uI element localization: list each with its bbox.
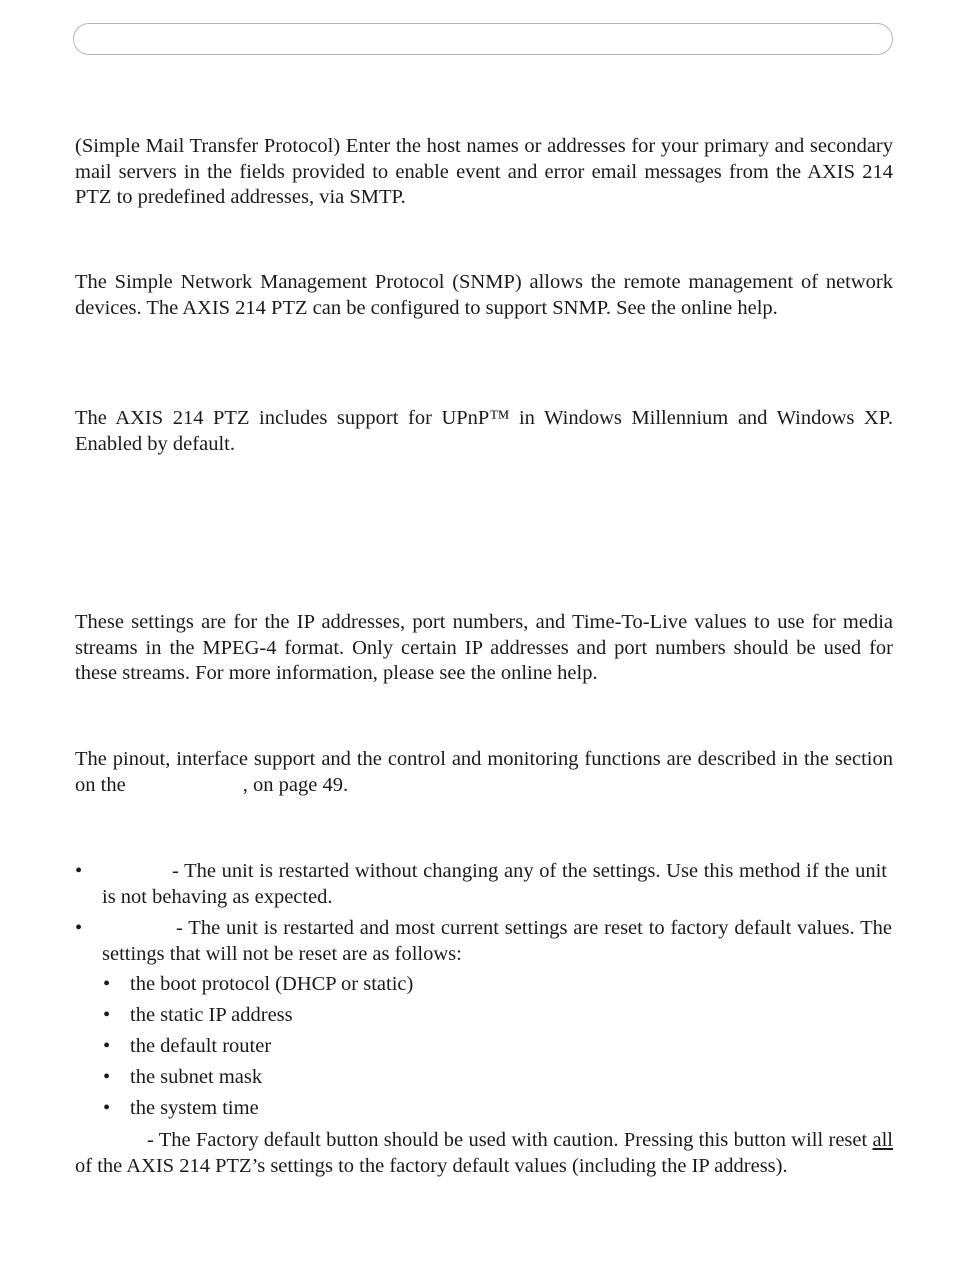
sub-item-boot-protocol: the boot protocol (DHCP or static)	[130, 973, 414, 995]
restart-paragraph: - The unit is restarted without changing any of the settings. Use this method if the unit is not behaving as expected.	[102, 860, 887, 908]
sub-item-default-router: the default router	[130, 1035, 272, 1057]
upnp-paragraph: The AXIS 214 PTZ includes support for UPnP™ in Windows Millennium and Windows XP. Enabled by default.	[75, 407, 893, 455]
factory-text-1: - The Factory default button should be used with caution. Pressing this button will reset	[147, 1129, 873, 1151]
sub-bullet: •	[103, 1097, 111, 1119]
sub-bullet: •	[103, 1004, 111, 1026]
header-bar	[73, 23, 893, 55]
sub-bullet: •	[103, 1066, 111, 1088]
bullet-default: •	[75, 917, 83, 939]
ports-text-after: , on page 49.	[242, 773, 349, 796]
smtp-paragraph: (Simple Mail Transfer Protocol) Enter the host names or addresses for your primary and secondary mail servers in the fields provided to enable event and error email messages from the AXIS 214 PTZ to predefined addresses, via SMTP.	[75, 135, 893, 208]
default-paragraph: - The unit is restarted and most current settings are reset to factory default values. The settings that will not be reset are as follows:	[102, 917, 892, 965]
sub-item-subnet-mask: the subnet mask	[130, 1066, 263, 1088]
rtp-paragraph: These settings are for the IP addresses, port numbers, and Time-To-Live values to use for media streams in the MPEG-4 format. Only certain IP addresses and port numbers should be used for these streams. For more information, please see the online help.	[75, 611, 893, 684]
ports-text-before: The pinout, interface support and the control and monitoring functions are described in the section on the	[75, 748, 893, 796]
snmp-paragraph: The Simple Network Management Protocol (SNMP) allows the remote management of network devices. The AXIS 214 PTZ can be configured to support SNMP. See the online help.	[75, 271, 893, 319]
sub-item-system-time: the system time	[130, 1097, 259, 1119]
sub-item-static-ip: the static IP address	[130, 1004, 293, 1026]
factory-default-paragraph	[75, 1128, 893, 1179]
factory-text-2: of the AXIS 214 PTZ’s settings to the factory default values (including the IP address).	[75, 1154, 788, 1177]
sub-bullet: •	[103, 1035, 111, 1057]
ports-paragraph	[75, 747, 893, 798]
factory-underlined-all: all	[872, 1129, 893, 1151]
bullet-restart: •	[75, 860, 83, 882]
sub-bullet: •	[103, 973, 111, 995]
